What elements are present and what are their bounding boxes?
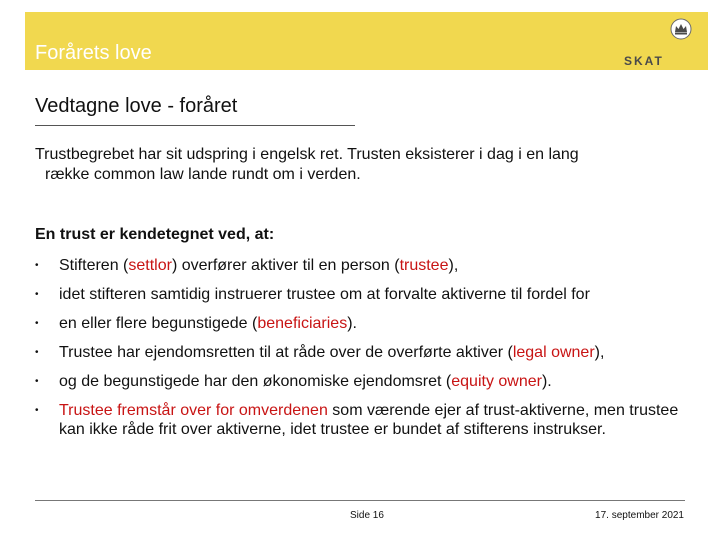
bullet-icon: • bbox=[35, 376, 39, 387]
term-legal-owner: legal owner bbox=[512, 344, 595, 361]
list-item: • idet stifteren samtidig instruerer trustee om at forvalte aktiverne til fordel for bbox=[35, 286, 590, 303]
bullet-icon: • bbox=[35, 289, 39, 300]
term-beneficiaries: beneficiaries bbox=[257, 315, 348, 332]
list-item: • en eller flere begunstigede (beneficiaries). bbox=[35, 315, 357, 332]
bullet-icon: • bbox=[35, 260, 39, 271]
subtitle-divider bbox=[35, 125, 355, 126]
term-settlor: settlor bbox=[128, 257, 172, 274]
header-banner bbox=[25, 12, 708, 70]
intro-line-1: Trustbegrebet har sit udspring i engelsk ret. Trusten eksisterer i dag i en lang bbox=[35, 146, 579, 163]
section-heading: En trust er kendetegnet ved, at: bbox=[35, 226, 275, 243]
intro-line-2: række common law lande rundt om i verden. bbox=[45, 166, 361, 183]
bullet-list bbox=[35, 256, 695, 449]
bullet-icon: • bbox=[35, 347, 39, 358]
page-title: Forårets love bbox=[35, 42, 152, 64]
list-item: • og de begunstigede har den økonomiske ejendomsret (equity owner). bbox=[35, 373, 552, 390]
page-number: Side 16 bbox=[350, 510, 384, 521]
term-trustee: trustee bbox=[399, 257, 449, 274]
crown-icon bbox=[670, 18, 692, 40]
skat-logo bbox=[624, 18, 694, 66]
list-item: • Stifteren (settlor) overfører aktiver til en person (trustee), bbox=[35, 257, 459, 274]
slide-subtitle: Vedtagne love - foråret bbox=[35, 95, 238, 117]
term-equity-owner: equity owner bbox=[451, 373, 542, 390]
bullet-icon: • bbox=[35, 318, 39, 329]
list-item: • Trustee fremstår over for omverdenen som værende ejer af trust-aktiverne, men trustee kan ikke råde frit over aktiverne, idet trustee er bundet af stifterens instrukser. bbox=[35, 402, 679, 438]
term-trustee-appearance: Trustee fremstår over for omverdenen bbox=[59, 402, 328, 419]
footer-divider bbox=[35, 500, 685, 501]
logo-wordmark: SKAT bbox=[624, 54, 664, 68]
bullet-icon: • bbox=[35, 405, 39, 416]
intro-paragraph bbox=[35, 145, 675, 185]
list-item: • Trustee har ejendomsretten til at råde over de overførte aktiver (legal owner), bbox=[35, 344, 605, 361]
footer-date: 17. september 2021 bbox=[595, 510, 684, 521]
